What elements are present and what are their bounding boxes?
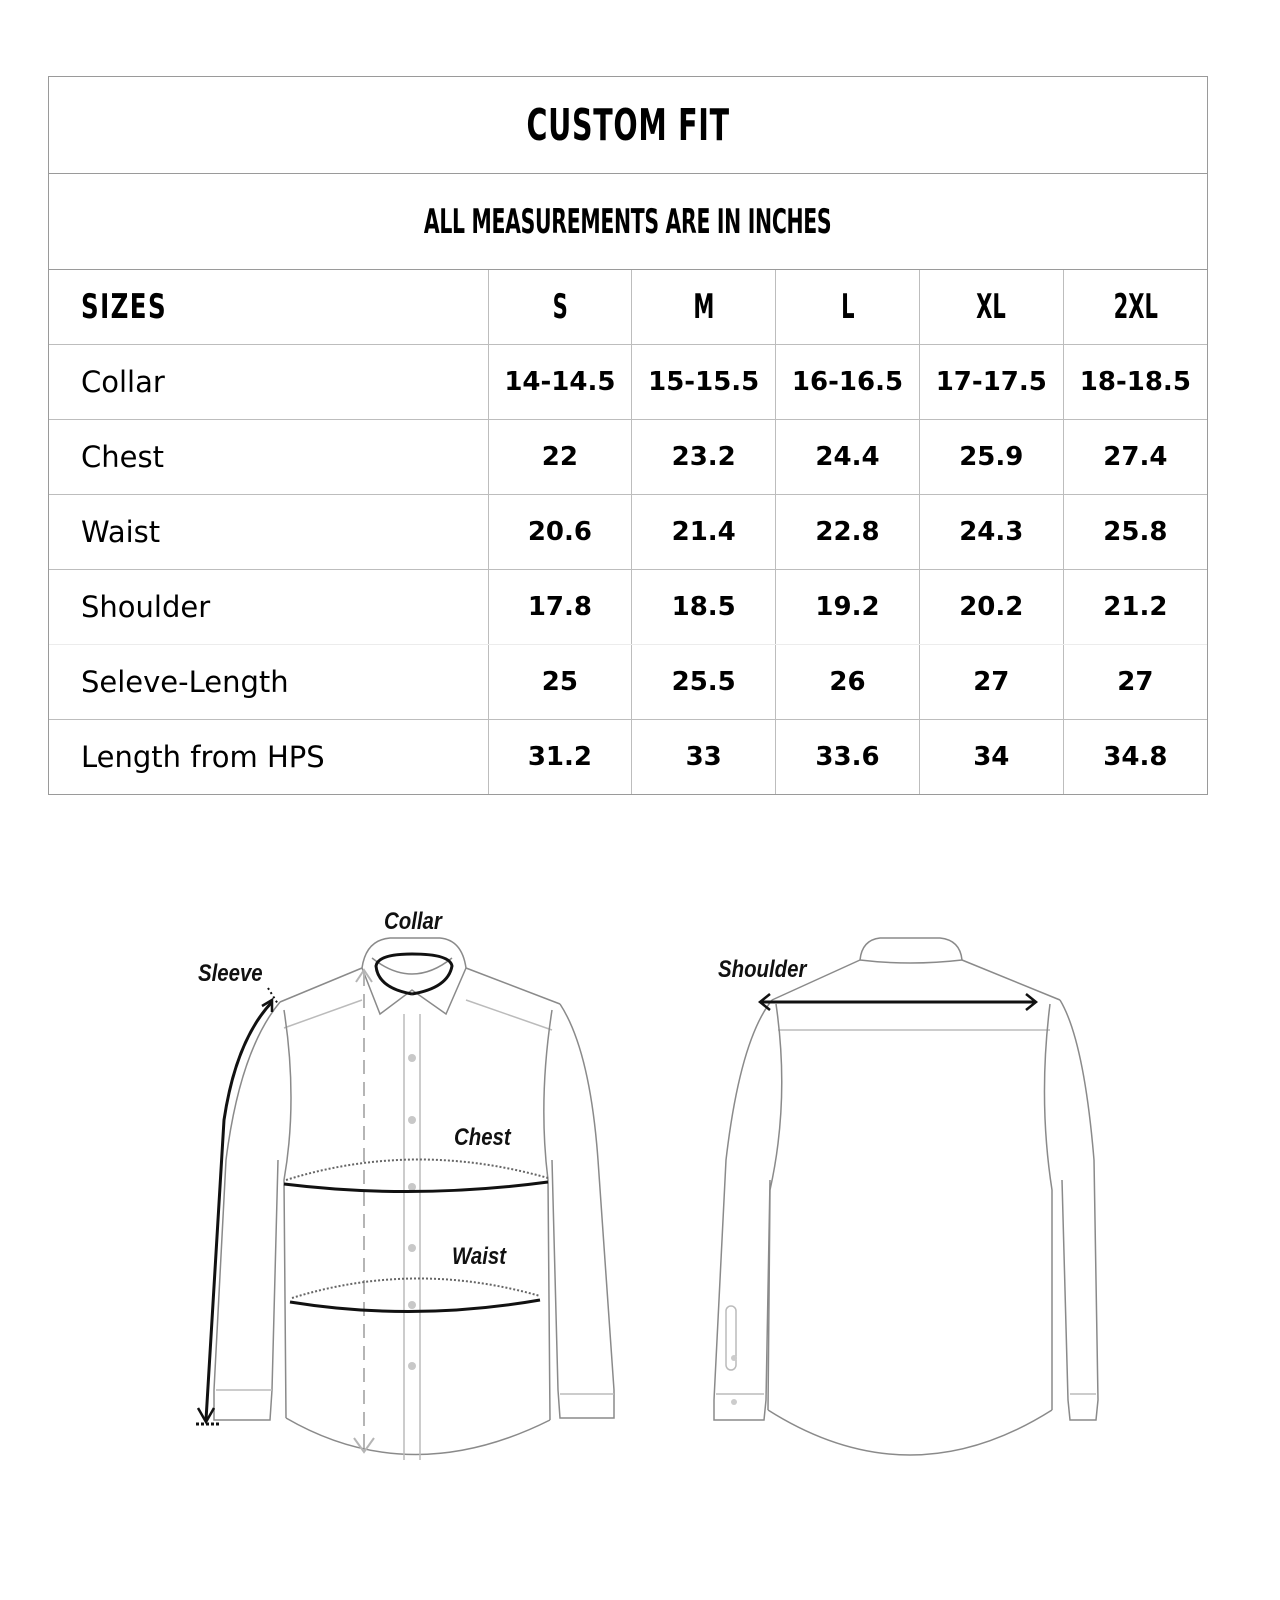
cell: 21.2 [1063,570,1207,645]
cell: 14-14.5 [488,345,632,420]
chest-label: Chest [454,1124,511,1151]
cell: 31.2 [488,720,632,795]
button-icons [408,1054,416,1370]
size-header-m: M [632,270,776,345]
cell: 34 [919,720,1063,795]
sleeve-label: Sleeve [198,960,263,987]
cell: 22.8 [776,495,920,570]
back-shirt-icon [714,938,1098,1455]
length-arrow-icon [354,970,374,1452]
chart-title: CUSTOM FIT [526,99,730,151]
cell: 26 [776,645,920,720]
front-shirt-icon [214,938,614,1460]
chart-title-row [49,77,1207,174]
shoulder-label: Shoulder [718,956,807,983]
row-label: Seleve-Length [49,645,488,720]
cell: 17.8 [488,570,632,645]
row-label: Chest [49,420,488,495]
cell: 27 [1063,645,1207,720]
cell: 24.3 [919,495,1063,570]
table-row-chest [49,420,1207,495]
cell: 34.8 [1063,720,1207,795]
table-row-collar [49,345,1207,420]
size-table [49,270,1207,794]
shoulder-measure-icon [760,994,1036,1010]
chart-subtitle: ALL MEASUREMENTS ARE IN INCHES [424,201,832,242]
cell: 17-17.5 [919,345,1063,420]
cell: 20.6 [488,495,632,570]
cell: 24.4 [776,420,920,495]
cell: 20.2 [919,570,1063,645]
cell: 33.6 [776,720,920,795]
cell: 33 [632,720,776,795]
row-label: Waist [49,495,488,570]
table-row-sleeve-length [49,645,1207,720]
row-label: Shoulder [49,570,488,645]
cell: 21.4 [632,495,776,570]
measurement-diagram [0,880,1280,1520]
cell: 25 [488,645,632,720]
size-header-l: L [776,270,920,345]
shirt-illustration [0,880,1280,1520]
cell: 23.2 [632,420,776,495]
cell: 22 [488,420,632,495]
table-row-length-hps [49,720,1207,795]
collar-label: Collar [384,908,442,935]
chart-subtitle-row [49,174,1207,270]
size-header-s: S [488,270,632,345]
size-chart [48,76,1208,795]
table-row-waist [49,495,1207,570]
sizes-header: SIZES [49,270,488,345]
cell: 18-18.5 [1063,345,1207,420]
cell: 25.8 [1063,495,1207,570]
cell: 15-15.5 [632,345,776,420]
size-header-xl: XL [919,270,1063,345]
table-header-row [49,270,1207,345]
row-label: Length from HPS [81,740,325,774]
cell: 27 [919,645,1063,720]
cell: 19.2 [776,570,920,645]
waist-label: Waist [452,1243,507,1270]
sleeve-measure-icon [196,988,278,1424]
size-header-2xl: 2XL [1063,270,1207,345]
cell: 27.4 [1063,420,1207,495]
cell: 16-16.5 [776,345,920,420]
cell: 25.9 [919,420,1063,495]
table-row-shoulder [49,570,1207,645]
chest-measure-icon [284,1159,548,1191]
cell: 18.5 [632,570,776,645]
cell: 25.5 [632,645,776,720]
row-label: Collar [49,345,488,420]
